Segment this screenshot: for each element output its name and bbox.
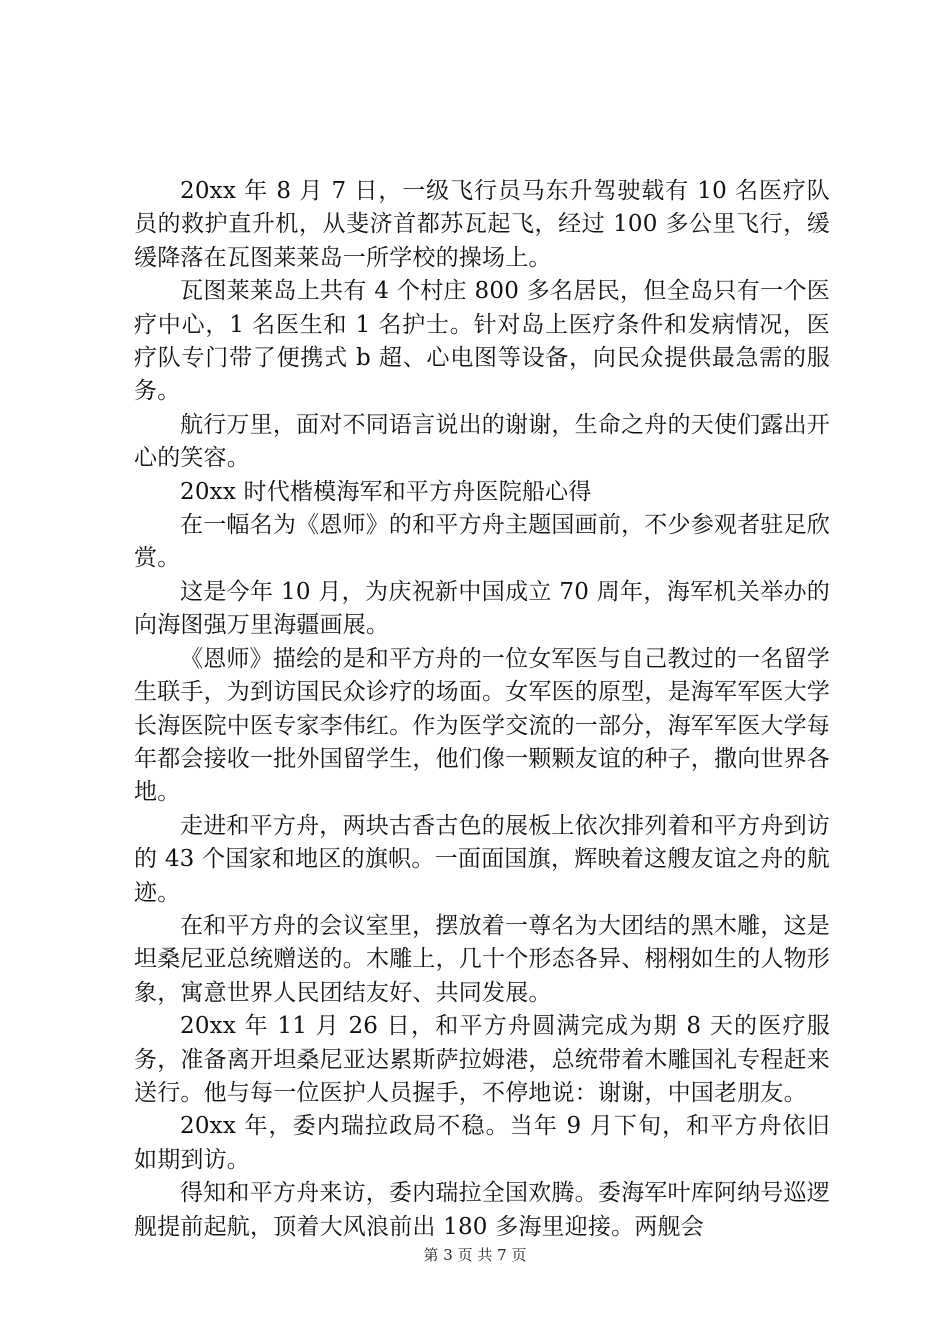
paragraph: 这是今年 10 月，为庆祝新中国成立 70 周年，海军机关举办的向海图强万里海疆画展。 bbox=[134, 578, 830, 639]
section-heading: 20xx 时代楷模海军和平方舟医院船心得 bbox=[180, 478, 592, 505]
paragraph: 20xx 年 11 月 26 日，和平方舟圆满完成为期 8 天的医疗服务，准备离开坦桑尼亚达累斯萨拉姆港，总统带着木雕国礼专程赶来送行。他与每一位医护人员握手，不停地说：谢谢，中国老朋友。 bbox=[134, 1013, 830, 1106]
document-body bbox=[134, 175, 830, 1244]
paragraph: 航行万里，面对不同语言说出的谢谢，生命之舟的天使们露出开心的笑容。 bbox=[134, 411, 830, 472]
paragraph: 在和平方舟的会议室里，摆放着一尊名为大团结的黑木雕，这是坦桑尼亚总统赠送的。木雕上，几十个形态各异、栩栩如生的人物形象，寓意世界人民团结友好、共同发展。 bbox=[134, 912, 830, 1006]
paragraph: 得知和平方舟来访，委内瑞拉全国欢腾。委海军叶库阿纳号巡逻舰提前起航，顶着大风浪前出 180 多海里迎接。两舰会 bbox=[134, 1180, 830, 1240]
paragraph: 20xx 年，委内瑞拉政局不稳。当年 9 月下旬，和平方舟依旧如期到访。 bbox=[134, 1113, 830, 1173]
page-footer bbox=[0, 1244, 950, 1265]
paragraph: 瓦图莱莱岛上共有 4 个村庄 800 多名居民，但全岛只有一个医疗中心，1 名医生和 1 名护士。针对岛上医疗条件和发病情况，医疗队专门带了便携式 b 超、心电图等设备，向民众提供最急需的服务。 bbox=[134, 278, 830, 405]
paragraph: 《恩师》描绘的是和平方舟的一位女军医与自己教过的一名留学生联手，为到访国民众诊疗的场面。女军医的原型，是海军军医大学长海医院中医专家李伟红。作为医学交流的一部分，海军军医大学每年都会接收一批外国留学生，他们像一颗颗友谊的种子，撒向世界各地。 bbox=[134, 645, 830, 806]
paragraph: 走进和平方舟，两块古香古色的展板上依次排列着和平方舟到访的 43 个国家和地区的旗帜。一面面国旗，辉映着这艘友谊之舟的航迹。 bbox=[134, 812, 830, 906]
paragraph: 在一幅名为《恩师》的和平方舟主题国画前，不少参观者驻足欣赏。 bbox=[134, 512, 830, 572]
paragraph: 20xx 年 8 月 7 日，一级飞行员马东升驾驶载有 10 名医疗队员的救护直升机，从斐济首都苏瓦起飞，经过 100 多公里飞行，缓缓降落在瓦图莱莱岛一所学校的操场上。 bbox=[134, 178, 830, 271]
page-number-label: 第 3 页 共 7 页 bbox=[423, 1246, 527, 1264]
